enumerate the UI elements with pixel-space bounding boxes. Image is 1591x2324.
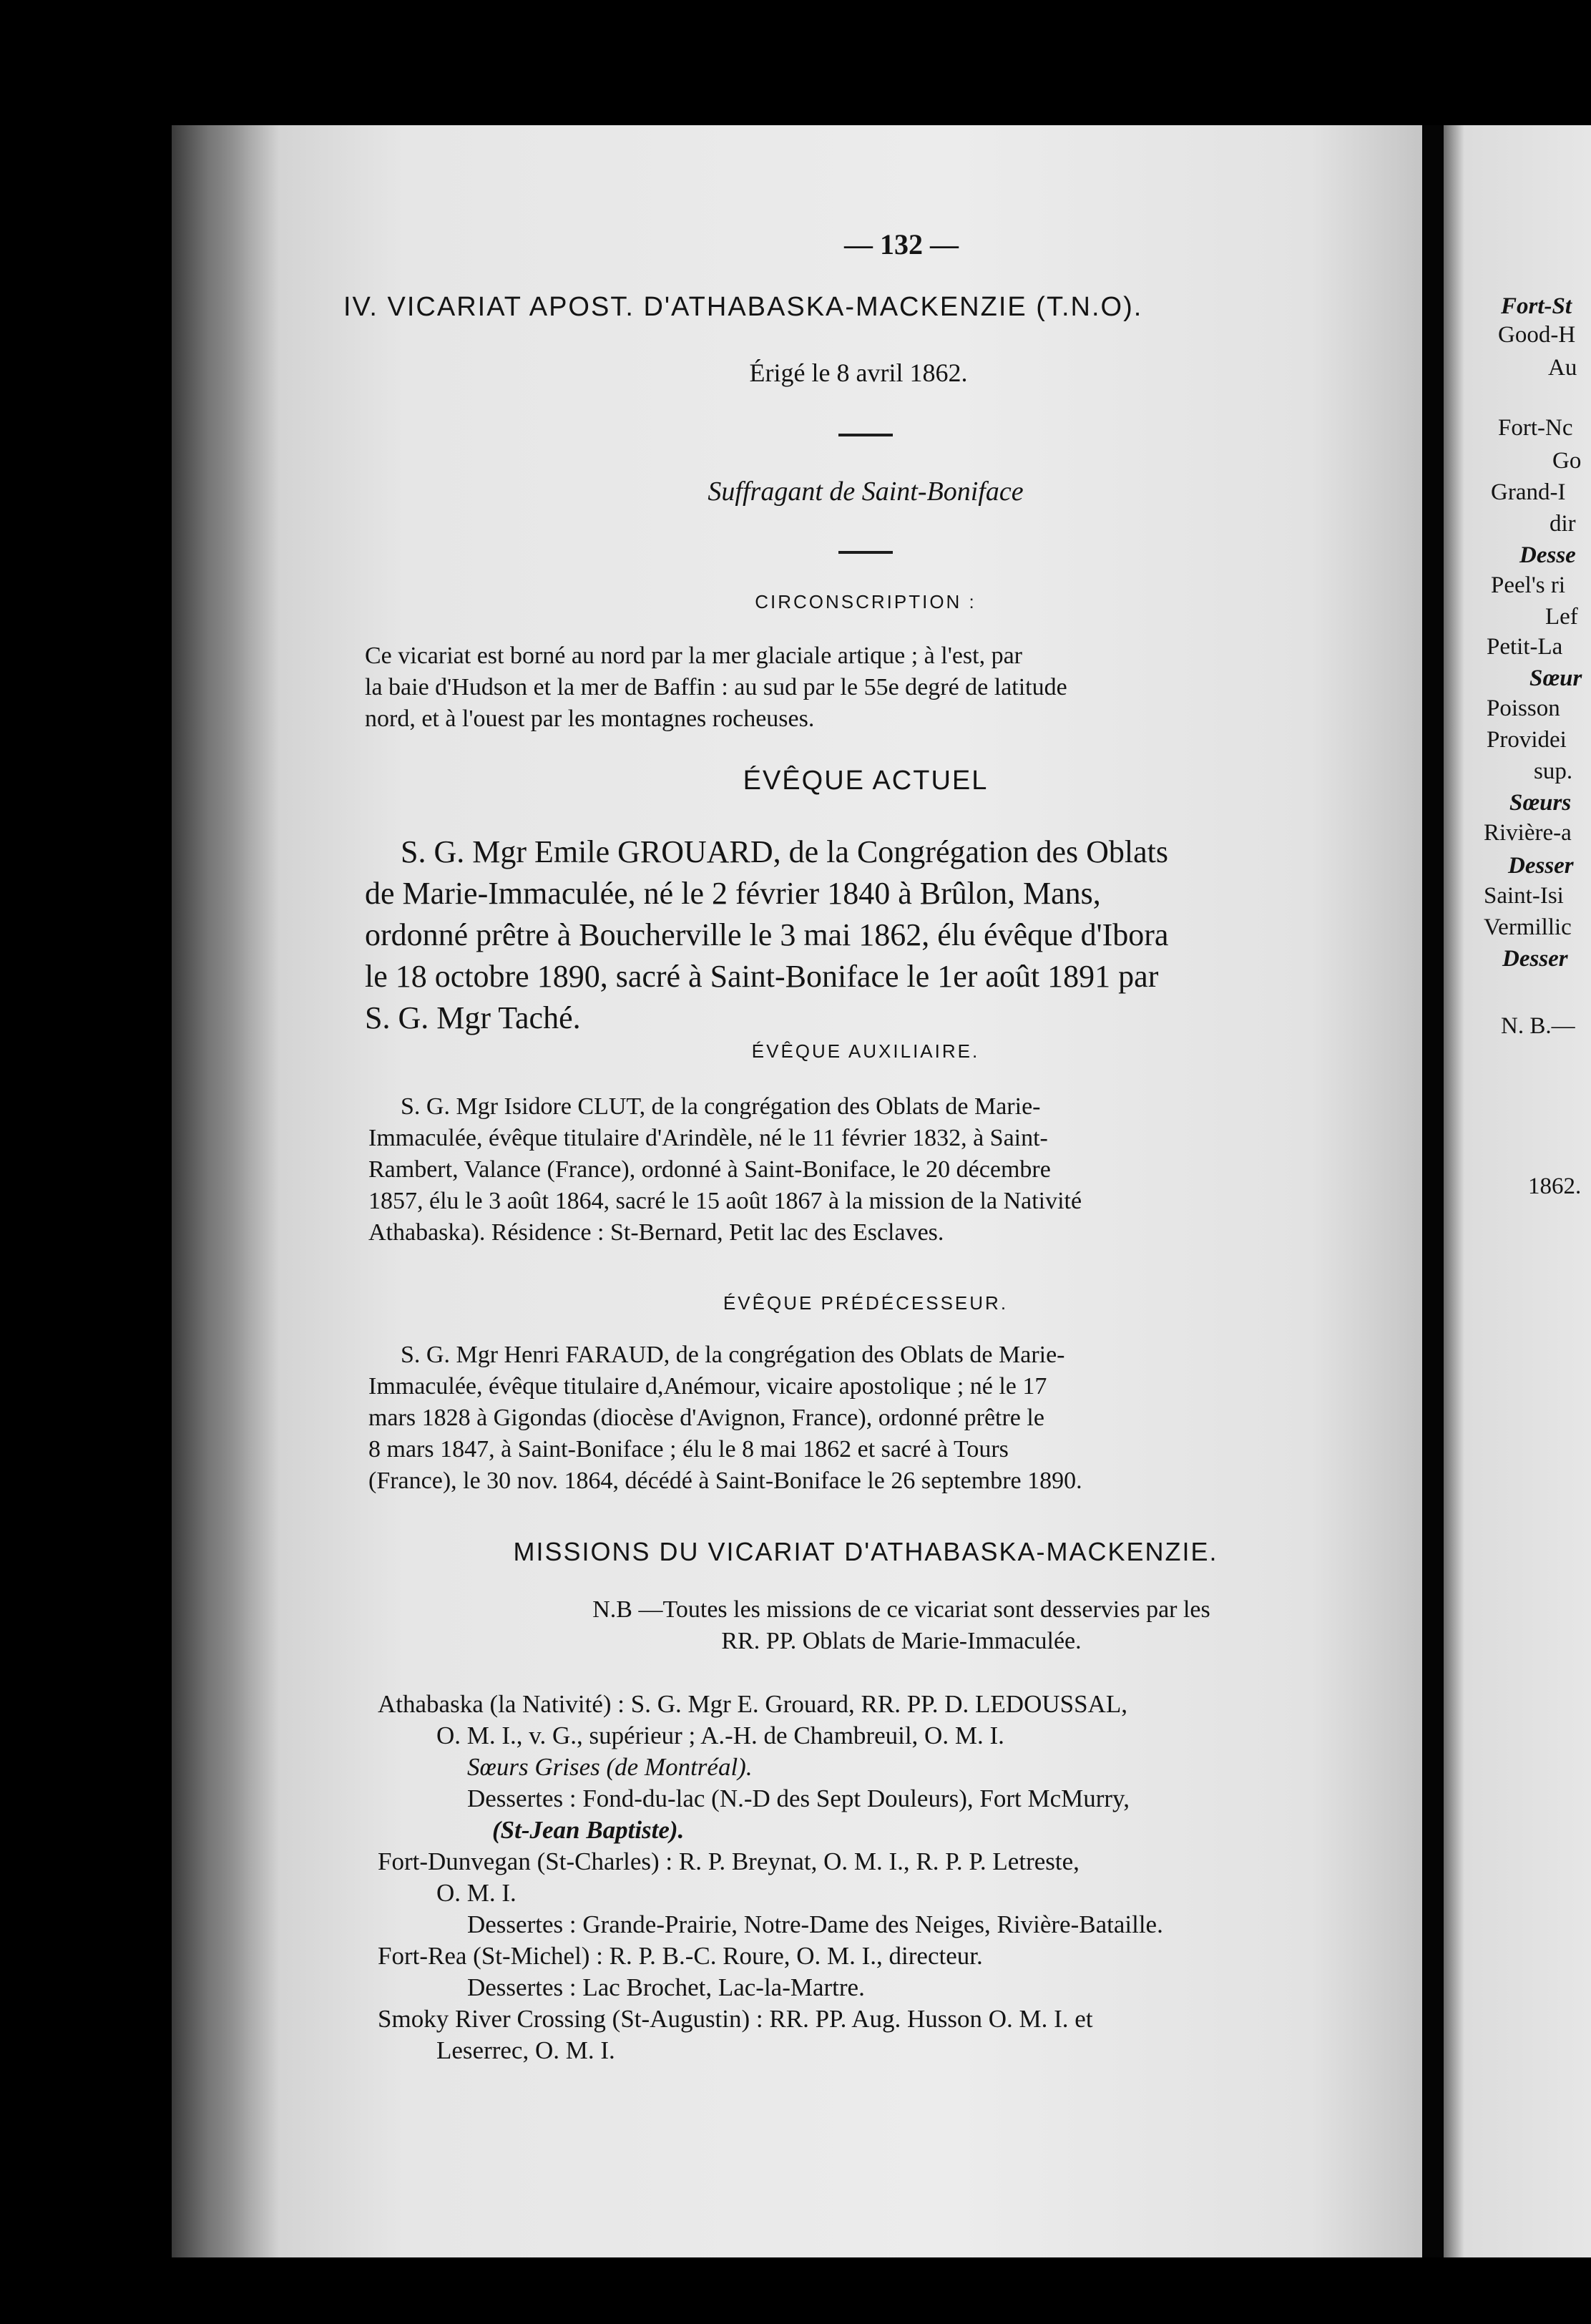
mission-line: O. M. I. (436, 1879, 517, 1907)
text-line: la baie d'Hudson et la mer de Baffin : au sud par le 55e degré de latitude (365, 674, 1067, 700)
mission-line: O. M. I., v. G., supérieur ; A.-H. de Chambreuil, O. M. I. (436, 1722, 1004, 1749)
mission-line: Leserrec, O. M. I. (436, 2036, 615, 2064)
right-fragment: Good-H (1498, 322, 1576, 348)
right-fragment: Desse (1519, 542, 1576, 568)
right-fragment: Vermillic (1484, 914, 1572, 940)
right-fragment: Providei (1487, 727, 1567, 753)
right-fragment: Fort-Nc (1498, 415, 1573, 441)
missions-note (429, 1594, 1374, 1657)
right-fragment: Poisson (1487, 695, 1560, 721)
mission-line: Smoky River Crossing (St-Augustin) : RR. PP. Aug. Husson O. M. I. et (378, 2005, 1093, 2033)
right-fragment: Petit-La (1487, 634, 1563, 660)
page-title: IV. VICARIAT APOST. D'ATHABASKA-MACKENZIE (T.N.O). (343, 292, 1143, 322)
missions-list (378, 1689, 1379, 2066)
right-fragment: Fort-St (1501, 293, 1572, 319)
text-line: le 18 octobre 1890, sacré à Saint-Boniface le 1er août 1891 par (365, 959, 1159, 994)
book-gutter (1422, 125, 1446, 2257)
text-line: S. G. Mgr Henri FARAUD, de la congrégation des Oblats de Marie- (401, 1342, 1065, 1368)
mission-line: (St-Jean Baptiste). (492, 1816, 685, 1844)
mission-line: Fort-Rea (St-Michel) : R. P. B.-C. Roure, O. M. I., directeur. (378, 1942, 983, 1970)
divider-1 (838, 434, 893, 436)
right-fragment: Lef (1545, 604, 1578, 630)
circonscription-text (365, 640, 1366, 735)
right-fragment: Peel's ri (1491, 572, 1566, 598)
right-fragment: Grand-I (1491, 479, 1566, 505)
right-fragment: sup. (1534, 758, 1573, 784)
eveque-actuel-heading: ÉVÊQUE ACTUEL (743, 766, 989, 796)
right-fragment: Desser (1508, 853, 1574, 879)
right-fragment: N. B.— (1501, 1013, 1575, 1039)
right-fragment: Au (1548, 355, 1577, 381)
circonscription-heading: CIRCONSCRIPTION : (755, 591, 976, 612)
text-line: ordonné prêtre à Boucherville le 3 mai 1862, élu évêque d'Ibora (365, 917, 1169, 952)
mission-line: Fort-Dunvegan (St-Charles) : R. P. Breynat, O. M. I., R. P. P. Letreste, (378, 1847, 1080, 1875)
mission-line: Dessertes : Lac Brochet, Lac-la-Martre. (467, 1973, 865, 2001)
eveque-auxiliaire-text (368, 1091, 1377, 1249)
erection-date: Érigé le 8 avril 1862. (749, 358, 968, 387)
right-fragment: Desser (1502, 946, 1568, 972)
text-line: Athabaska). Résidence : St-Bernard, Petit lac des Esclaves. (368, 1219, 944, 1246)
right-fragment: dir (1550, 511, 1576, 537)
suffragant-line: Suffragant de Saint-Boniface (708, 477, 1024, 507)
mission-line: Athabaska (la Nativité) : S. G. Mgr E. Grouard, RR. PP. D. LEDOUSSAL, (378, 1690, 1127, 1718)
eveque-auxiliaire-heading: ÉVÊQUE AUXILIAIRE. (751, 1040, 980, 1062)
right-fragment: Sœur (1529, 665, 1582, 691)
text-line: 8 mars 1847, à Saint-Boniface ; élu le 8 mai 1862 et sacré à Tours (368, 1436, 1009, 1463)
right-fragment: Sœurs (1509, 790, 1572, 816)
text-line: de Marie-Immaculée, né le 2 février 1840 à Brûlon, Mans, (365, 876, 1101, 911)
text-line: S. G. Mgr Emile GROUARD, de la Congrégation des Oblats (401, 834, 1168, 869)
text-line: mars 1828 à Gigondas (diocèse d'Avignon, France), ordonné prêtre le (368, 1405, 1044, 1431)
mission-line: Dessertes : Fond-du-lac (N.-D des Sept Douleurs), Fort McMurry, (467, 1784, 1130, 1812)
missions-heading: MISSIONS DU VICARIAT D'ATHABASKA-MACKENZIE. (513, 1537, 1218, 1566)
page-number: — 132 — (844, 228, 959, 260)
right-fragment: 1862. (1528, 1173, 1582, 1199)
text-line: nord, et à l'ouest par les montagnes rocheuses. (365, 706, 815, 732)
right-fragment: Go (1552, 448, 1582, 474)
right-fragment: Rivière-a (1484, 820, 1572, 846)
text-line: Rambert, Valance (France), ordonné à Saint-Boniface, le 20 décembre (368, 1156, 1051, 1183)
eveque-actuel-text (365, 831, 1381, 1039)
mission-line: Sœurs Grises (de Montréal). (467, 1753, 753, 1781)
text-line: Ce vicariat est borné au nord par la mer glaciale artique ; à l'est, par (365, 643, 1022, 669)
mission-line: Dessertes : Grande-Prairie, Notre-Dame des Neiges, Rivière-Bataille. (467, 1910, 1163, 1938)
right-fragment: Saint-Isi (1484, 883, 1564, 909)
text-line: 1857, élu le 3 août 1864, sacré le 15 août 1867 à la mission de la Nativité (368, 1188, 1082, 1214)
text-line: Immaculée, évêque titulaire d,Anémour, vicaire apostolique ; né le 17 (368, 1373, 1047, 1400)
text-line: N.B —Toutes les missions de ce vicariat sont desservies par les (592, 1596, 1210, 1623)
text-line: (France), le 30 nov. 1864, décédé à Saint-Boniface le 26 septembre 1890. (368, 1468, 1082, 1494)
eveque-predecesseur-heading: ÉVÊQUE PRÉDÉCESSEUR. (723, 1292, 1009, 1314)
eveque-predecesseur-text (368, 1339, 1377, 1497)
text-line: S. G. Mgr Taché. (365, 1000, 581, 1035)
text-line: Immaculée, évêque titulaire d'Arindèle, né le 11 février 1832, à Saint- (368, 1125, 1048, 1151)
text-line: RR. PP. Oblats de Marie-Immaculée. (721, 1628, 1082, 1654)
divider-2 (838, 551, 893, 554)
text-line: S. G. Mgr Isidore CLUT, de la congrégation des Oblats de Marie- (401, 1093, 1041, 1120)
